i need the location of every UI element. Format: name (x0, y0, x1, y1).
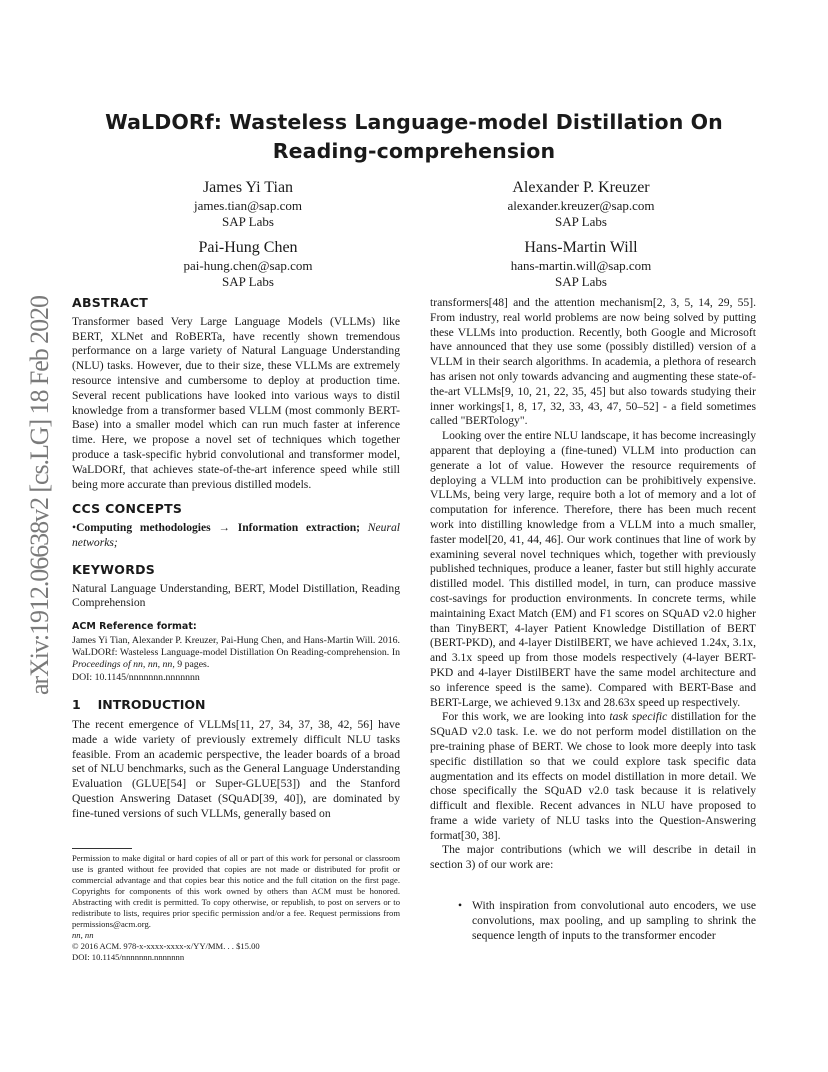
intro-number: 1 (72, 697, 81, 713)
acm-ref-heading: ACM Reference format: (72, 621, 197, 633)
right-para-4: The major contributions (which we will describe in detail in section 3) of our work are: (430, 843, 756, 872)
right-para-1: transformers[48] and the attention mechanism[2, 3, 5, 14, 29, 55]. From industry, real world problems are now being solved by putting these VLLMs into production. Recently, both Google and Microsoft have announced that they use some (possibly distilled) version of a VLLM in their search algorithms. In academia, a plethora of research has arisen not only towards advancing and augmenting these state-of-the-art VLLMs[9, 10, 21, 22, 35, 45] but also towards studying their inner workings[1, 8, 17, 32, 33, 43, 47, 50–52] - a field sometimes called "BERTology". (430, 296, 756, 428)
author-block-3 (98, 238, 398, 290)
keywords-heading: KEYWORDS (72, 561, 156, 577)
para-3-italic: task specific (609, 710, 668, 724)
ccs-heading: CCS CONCEPTS (72, 501, 183, 517)
para-3-text: For this work, we are looking into (442, 710, 610, 724)
author-block-1 (98, 178, 398, 230)
footnote-copyright: © 2016 ACM. 978-x-xxxx-xxxx-x/YY/MM. . . $15.00 (72, 941, 260, 951)
acm-ref-text (72, 635, 400, 672)
contribution-item (430, 899, 756, 943)
right-para-3 (430, 710, 756, 843)
para-3-text: distillation for the SQuAD v2.0 task. I.e. we do not perform model distillation on the pre-training phase of BERT. We chose to look more deeply into task specific distillation so that we could explore task specific data augmentation and its effects on model distillation in more detail. We chose specifically the SQuAD v2.0 task because it is relatively difficult and flexible. Recent advances in NLU have proposed to frame a wide variety of NLU tasks into the Question-Answering format[30, 38]. (430, 710, 757, 842)
author-block-4 (431, 238, 731, 290)
intro-heading (72, 698, 400, 714)
author-name: Hans-Martin Will (524, 239, 638, 256)
ccs-bold: Computing methodologies → Information extraction; (76, 521, 361, 535)
author-email: alexander.kreuzer@sap.com (507, 198, 655, 213)
abstract-text: Transformer based Very Large Language Models (VLLMs) like BERT, XLNet and RoBERTa, have recently shown tremendous performance on a large variety of Natural Language Understanding (NLU) tasks. However, due to their size, these VLLMs are extremely resource intensive and cumbersome to deploy at production time. Several recent publications have looked into various ways to distil knowledge from a transformer based VLLM (most commonly BERT-Base) into a smaller model which can run much faster at inference time. Here, we propose a novel set of techniques which together produce a task-specific hybrid convolutional and transformer model, WaLDORf, that achieves state-of-the-art inference speed while still being more accurate than previous distilled models. (72, 314, 400, 491)
title-line-1: WaLDORf: Wasteless Language-model Distillation On (105, 110, 723, 134)
acm-ref-italic: Proceedings of nn, nn, nn, (72, 659, 175, 671)
bullet-marker: • (458, 899, 463, 913)
footnote (72, 853, 400, 963)
abstract-heading: ABSTRACT (72, 295, 149, 310)
ccs-bullet: • (72, 521, 77, 535)
footnote-permission: Permission to make digital or hard copies of all or part of this work for personal or classroom use is granted without fee provided that copies are not made or distributed for profit or commercial advantage and that copies bear this notice and the full citation on the first page. Copyrights for components of this work owned by others than ACM must be honored. Abstracting with credit is permitted. To copy otherwise, or republish, to post on servers or to redistribute to lists, requires prior specific permission and/or a fee. Request permissions from permissions@acm.org. (72, 853, 400, 929)
footnote-rule (72, 848, 132, 849)
acm-reference (72, 621, 400, 684)
arxiv-stamp-text: arXiv:1912.06638v2 [cs.LG] 18 Feb 2020 (25, 295, 54, 695)
ccs-text (72, 521, 400, 551)
author-name: Pai-Hung Chen (198, 239, 298, 256)
arxiv-stamp-graphic (18, 290, 58, 700)
acm-ref-doi: DOI: 10.1145/nnnnnnn.nnnnnnn (72, 671, 200, 683)
intro-para-1: The recent emergence of VLLMs[11, 27, 34, 37, 38, 42, 56] have made a wide variety of previously extremely difficult NLU tasks feasible. From an academic perspective, the leader boards of a broad set of NLU benchmarks, such as the General Language Understanding Evaluation (GLUE[54] or Super-GLUE[53]) and the Stanford Question Answering Dataset (SQuAD[39, 40]), are dominated by fine-tuned versions of such VLLMs, generally based on (72, 717, 400, 820)
author-block-2 (431, 178, 731, 230)
author-affiliation: SAP Labs (555, 214, 607, 229)
contribution-text: With inspiration from convolutional auto encoders, we use convolutions, max pooling, and up sampling to shrink the sequence length of inputs to the transformer encoder (472, 899, 756, 942)
intro-title: INTRODUCTION (97, 697, 206, 713)
paper-title (90, 108, 738, 166)
author-affiliation: SAP Labs (222, 274, 274, 289)
right-column (430, 296, 756, 943)
author-name: James Yi Tian (202, 179, 294, 196)
author-email: pai-hung.chen@sap.com (183, 258, 313, 273)
acm-ref-text-part: James Yi Tian, Alexander P. Kreuzer, Pai-Hung Chen, and Hans-Martin Will. 2016. WaLDORf: Wasteless Language-model Distillation On Reading-comprehension. In (72, 634, 400, 658)
author-email: james.tian@sap.com (194, 198, 302, 213)
acm-ref-text-part: 9 pages. (174, 659, 210, 671)
keywords-text: Natural Language Understanding, BERT, Model Distillation, Reading Comprehension (72, 581, 400, 610)
left-column (72, 296, 400, 822)
ccs-italic: Neural networks; (72, 521, 400, 549)
title-line-2: Reading-comprehension (272, 139, 556, 163)
right-para-2: Looking over the entire NLU landscape, it has become increasingly apparent that deploying a (fine-tuned) VLLM into production can generate a lot of value. However the resource requirements of deploying a VLLM into production can be prohibitively expensive. VLLMs, being very large, require both a lot of memory and a lot of computation for inference. Therefore, there has been much recent work into distilling knowledge from a VLLM into a much smaller, faster model[20, 41, 44, 46]. Our work continues that line of work by examining several novel techniques which, together with previously published techniques, produce a leaner, faster but still highly accurate distilled model. This distilled model, in turn, can produce massive cost-savings for production environments. In concrete terms, while maintaining Exact Match (EM) and F1 scores on SQuAD v2.0 higher than TinyBERT, 4-layer Patient Knowledge Distillation of BERT (BERT-PKD), and 4-layer DistilBERT, we have achieved 1.24x, 3.1x, and 3.1x speed up from those models respectively (4-layer BERT-PKD and 4-layer DistilBERT have the same model architecture and so inference speed is the same). Compared with BERT-Base and BERT-Large, we achieved 9.13x and 28.63x speed up respectively. (430, 429, 756, 709)
footnote-doi: DOI: 10.1145/nnnnnnn.nnnnnnn (72, 952, 185, 962)
author-affiliation: SAP Labs (555, 274, 607, 289)
footnote-venue: nn, nn (72, 930, 94, 940)
author-name: Alexander P. Kreuzer (512, 179, 650, 196)
author-affiliation: SAP Labs (222, 214, 274, 229)
author-email: hans-martin.will@sap.com (510, 258, 652, 273)
arxiv-stamp (18, 290, 58, 700)
